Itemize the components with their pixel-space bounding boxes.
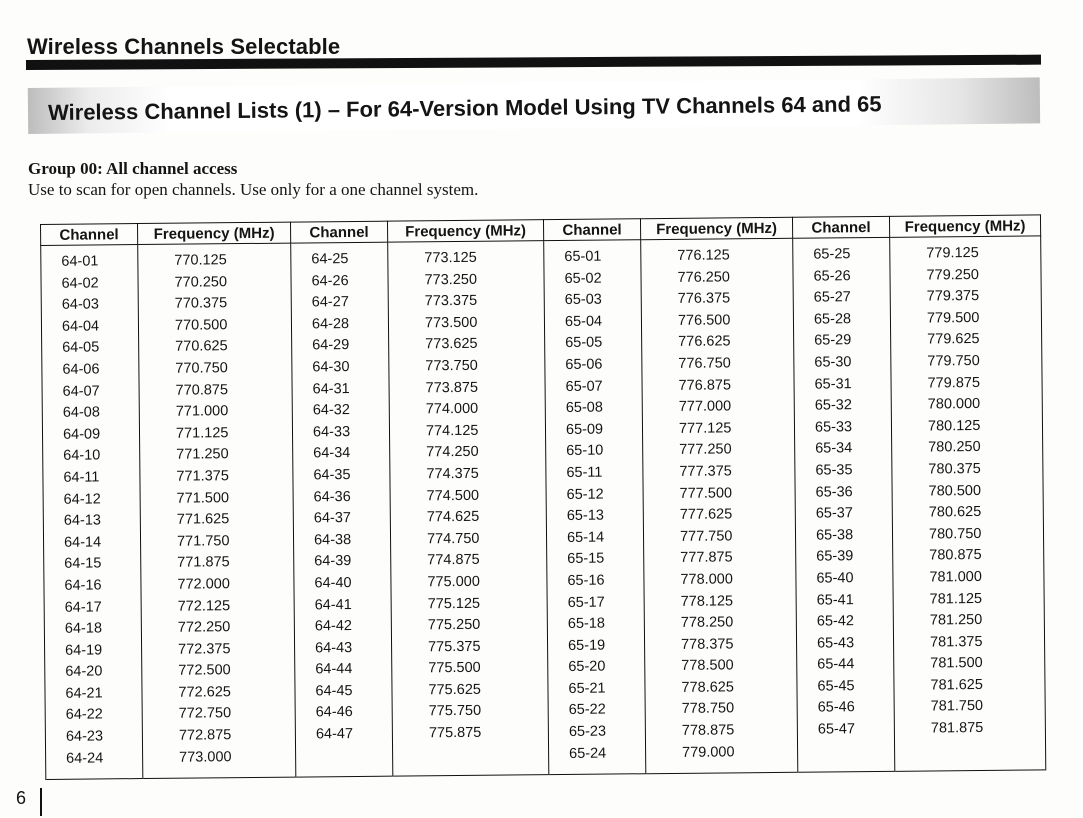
column-header-frequency: Frequency (MHz) — [640, 217, 792, 239]
channel-cell: 64-43 — [315, 639, 353, 657]
frequency-cell: 775.750 — [428, 703, 482, 720]
channel-column — [793, 237, 895, 772]
channel-cell: 64-35 — [313, 466, 351, 484]
frequency-cell: 770.625 — [175, 338, 228, 356]
frequency-cell: 775.000 — [427, 573, 480, 591]
frequency-cell: 781.375 — [929, 633, 983, 651]
frequency-cell: 770.250 — [174, 273, 228, 291]
channel-cell: 64-39 — [314, 553, 352, 570]
frequency-cell: 775.250 — [427, 616, 481, 634]
channel-cell: 64-29 — [312, 337, 350, 354]
frequency-cell: 772.125 — [177, 597, 231, 615]
frequency-cell: 774.875 — [427, 552, 480, 569]
frequency-cell: 779.000 — [682, 744, 735, 761]
channel-cell: 64-45 — [315, 682, 353, 700]
channel-cell: 65-17 — [567, 594, 605, 611]
frequency-cell: 770.375 — [174, 295, 228, 312]
channel-cell: 64-26 — [311, 272, 349, 289]
channel-cell: 64-37 — [313, 510, 352, 527]
channel-cell: 64-44 — [315, 661, 353, 678]
channel-cell: 64-46 — [315, 704, 353, 721]
frequency-cell: 780.625 — [928, 504, 982, 521]
channel-column — [544, 240, 646, 775]
column-header-channel: Channel — [543, 219, 640, 241]
channel-cell: 64-11 — [63, 469, 100, 486]
channel-cell: 65-34 — [815, 440, 853, 457]
frequency-cell: 777.875 — [680, 549, 733, 567]
frequency-cell: 774.250 — [426, 444, 479, 461]
channel-cell: 65-35 — [815, 462, 853, 479]
frequency-cell: 775.625 — [428, 681, 481, 699]
channel-cell: 64-08 — [62, 404, 100, 421]
channel-cell: 64-23 — [65, 728, 104, 745]
frequency-cell: 780.125 — [927, 417, 981, 435]
frequency-cell: 779.125 — [926, 244, 979, 262]
channel-cell: 65-28 — [813, 311, 852, 328]
frequency-cell: 774.625 — [426, 508, 480, 526]
frequency-cell: 781.000 — [929, 568, 982, 586]
frequency-cell: 773.250 — [424, 271, 478, 288]
frequency-cell: 778.625 — [681, 679, 734, 696]
frequency-cell: 778.000 — [680, 571, 733, 588]
channel-cell: 65-12 — [566, 486, 604, 503]
channel-cell: 65-11 — [566, 464, 603, 481]
channel-cell: 65-05 — [565, 334, 603, 352]
frequency-cell: 778.375 — [680, 636, 734, 653]
channel-cell: 65-04 — [564, 313, 603, 330]
channel-cell: 65-21 — [568, 680, 606, 697]
frequency-column — [890, 236, 1046, 771]
frequency-cell: 779.375 — [926, 288, 980, 305]
channel-cell: 65-33 — [814, 418, 853, 436]
channel-cell: 65-22 — [568, 702, 606, 719]
channel-cell: 64-03 — [61, 296, 99, 313]
frequency-cell: 780.000 — [927, 396, 981, 413]
group-description: Use to scan for open channels. Use only for a one channel system. — [28, 180, 479, 199]
frequency-cell: 772.000 — [177, 576, 230, 593]
frequency-cell: 778.250 — [680, 614, 734, 631]
channel-cell: 64-30 — [312, 359, 350, 376]
frequency-cell: 774.000 — [425, 400, 479, 418]
channel-cell: 65-30 — [814, 354, 852, 371]
channel-cell: 64-15 — [64, 555, 102, 573]
channel-cell: 64-14 — [63, 534, 102, 551]
frequency-cell: 773.750 — [425, 357, 478, 375]
channel-cell: 64-22 — [65, 706, 103, 724]
frequency-cell: 776.500 — [677, 312, 731, 329]
frequency-cell: 775.125 — [427, 595, 481, 612]
channel-cell: 64-31 — [312, 380, 350, 397]
channel-cell: 65-25 — [813, 246, 851, 263]
channel-cell: 65-23 — [568, 723, 607, 741]
channel-cell: 65-44 — [817, 656, 855, 673]
frequency-cell: 777.500 — [679, 484, 733, 502]
frequency-cell: 774.750 — [426, 530, 480, 548]
frequency-cell: 771.625 — [176, 511, 230, 528]
page-number: 6 — [16, 788, 27, 808]
frequency-cell: 777.750 — [679, 528, 733, 545]
channel-cell: 65-10 — [566, 442, 604, 460]
frequency-cell: 776.125 — [677, 247, 730, 264]
frequency-column — [388, 241, 549, 776]
frequency-cell: 779.625 — [927, 331, 980, 348]
channel-column — [291, 242, 393, 777]
channel-cell: 65-08 — [565, 399, 603, 417]
frequency-cell: 771.375 — [176, 468, 229, 485]
frequency-cell: 779.500 — [926, 309, 980, 327]
frequency-cell: 776.625 — [678, 333, 731, 351]
frequency-cell: 778.125 — [680, 592, 734, 610]
channel-cell: 64-17 — [64, 598, 102, 616]
frequency-cell: 776.250 — [677, 268, 731, 286]
column-header-frequency: Frequency (MHz) — [138, 222, 291, 244]
channel-cell: 64-27 — [311, 294, 349, 311]
frequency-cell: 778.875 — [681, 722, 735, 739]
table-body-row — [41, 236, 1046, 780]
frequency-cell: 770.500 — [174, 316, 228, 334]
page-header-title: Wireless Channels Selectable — [27, 34, 341, 59]
channel-cell: 65-01 — [564, 248, 602, 265]
frequency-cell: 772.375 — [178, 640, 231, 658]
channel-cell: 64-41 — [314, 596, 352, 613]
frequency-cell: 772.750 — [178, 705, 232, 723]
frequency-cell: 773.500 — [424, 314, 478, 332]
channel-cell: 64-01 — [61, 253, 99, 270]
channel-cell: 64-09 — [62, 426, 101, 443]
frequency-cell: 775.875 — [428, 724, 482, 742]
frequency-cell: 770.875 — [175, 381, 229, 399]
channel-cell: 64-07 — [62, 382, 100, 400]
channel-column — [41, 245, 143, 780]
column-header-channel: Channel — [290, 221, 387, 243]
channel-cell: 64-24 — [66, 750, 104, 767]
frequency-cell: 780.500 — [928, 482, 982, 500]
frequency-cell: 777.375 — [679, 463, 732, 480]
channel-cell: 65-27 — [813, 289, 851, 306]
channel-cell: 64-42 — [314, 618, 353, 635]
frequency-cell: 771.125 — [175, 424, 229, 442]
column-header-frequency: Frequency (MHz) — [387, 220, 543, 242]
channel-table-wrapper — [40, 214, 1045, 780]
frequency-cell: 779.750 — [927, 352, 980, 370]
channel-cell: 65-29 — [814, 332, 852, 349]
frequency-cell: 774.375 — [426, 465, 479, 483]
channel-cell: 64-32 — [312, 402, 350, 419]
channel-cell: 64-28 — [311, 315, 350, 333]
channel-cell: 64-18 — [64, 620, 103, 637]
frequency-cell: 780.750 — [928, 525, 982, 543]
channel-cell: 65-16 — [567, 572, 605, 589]
channel-cell: 64-10 — [63, 447, 101, 465]
frequency-cell: 775.500 — [428, 660, 481, 677]
frequency-cell: 776.875 — [678, 376, 732, 394]
channel-cell: 65-26 — [813, 267, 851, 285]
channel-cell: 64-21 — [65, 685, 103, 702]
frequency-cell: 770.125 — [174, 252, 227, 269]
frequency-cell: 778.750 — [681, 700, 735, 718]
channel-cell: 64-20 — [65, 663, 103, 681]
channel-cell: 65-32 — [814, 397, 852, 414]
column-header-channel: Channel — [792, 216, 889, 238]
channel-cell: 65-41 — [816, 591, 854, 609]
channel-cell: 64-38 — [313, 531, 352, 549]
frequency-cell: 772.500 — [178, 662, 231, 679]
channel-cell: 65-06 — [565, 356, 603, 373]
group-title: Group 00: All channel access — [28, 159, 238, 178]
channel-cell: 64-34 — [313, 445, 351, 462]
channel-cell: 64-13 — [63, 512, 102, 529]
channel-table — [40, 214, 1046, 780]
channel-cell: 65-38 — [815, 526, 854, 544]
frequency-cell: 773.875 — [425, 379, 479, 396]
channel-cell: 64-05 — [62, 339, 100, 357]
frequency-cell: 780.250 — [928, 439, 981, 456]
channel-cell: 65-24 — [569, 745, 607, 762]
frequency-cell: 776.750 — [678, 355, 731, 372]
channel-cell: 65-43 — [816, 634, 855, 652]
channel-cell: 65-07 — [565, 378, 603, 395]
channel-cell: 65-14 — [566, 529, 605, 546]
channel-cell: 65-02 — [564, 270, 602, 287]
frequency-cell: 780.375 — [928, 460, 981, 478]
column-header-frequency: Frequency (MHz) — [889, 215, 1040, 237]
frequency-cell: 773.375 — [424, 292, 478, 310]
channel-cell: 65-40 — [816, 570, 854, 587]
channel-cell: 65-47 — [817, 721, 856, 738]
frequency-cell: 781.625 — [930, 676, 983, 694]
frequency-cell: 778.500 — [681, 657, 734, 675]
group-description-block — [28, 158, 548, 200]
frequency-cell: 781.250 — [929, 612, 983, 629]
section-title: Wireless Channel Lists (1) – For 64-Version Model Using TV Channels 64 and 65 — [47, 91, 882, 125]
channel-cell: 64-40 — [314, 574, 352, 592]
channel-cell: 65-13 — [566, 507, 604, 525]
frequency-cell: 772.625 — [178, 684, 232, 701]
frequency-cell: 779.250 — [926, 266, 980, 284]
channel-cell: 65-03 — [564, 291, 602, 309]
frequency-cell: 771.875 — [177, 554, 230, 572]
frequency-cell: 780.875 — [929, 547, 982, 564]
frequency-cell: 777.000 — [678, 398, 732, 416]
frequency-cell: 779.875 — [927, 374, 981, 392]
frequency-cell: 776.375 — [677, 290, 731, 308]
frequency-cell: 771.750 — [176, 532, 230, 550]
channel-cell: 64-06 — [62, 361, 100, 378]
channel-cell: 65-39 — [816, 548, 854, 565]
channel-cell: 65-19 — [567, 637, 606, 654]
column-header-channel: Channel — [41, 224, 138, 246]
channel-cell: 64-04 — [61, 318, 100, 335]
frequency-cell: 781.750 — [930, 698, 984, 715]
channel-cell: 64-19 — [65, 642, 103, 659]
frequency-cell: 775.375 — [428, 638, 481, 655]
channel-cell: 64-36 — [313, 488, 351, 505]
channel-cell: 64-02 — [61, 275, 99, 292]
frequency-cell: 781.500 — [930, 655, 983, 672]
frequency-cell: 772.875 — [178, 727, 232, 744]
channel-cell: 65-46 — [817, 699, 855, 717]
frequency-cell: 771.500 — [176, 489, 230, 507]
channel-cell: 65-37 — [815, 505, 853, 522]
channel-cell: 64-33 — [312, 423, 351, 441]
frequency-column — [138, 243, 296, 778]
frequency-cell: 781.125 — [929, 590, 983, 607]
channel-cell: 65-18 — [567, 615, 606, 633]
frequency-cell: 777.125 — [678, 420, 732, 437]
channel-cell: 65-45 — [817, 678, 855, 695]
frequency-cell: 772.250 — [177, 619, 231, 636]
channel-cell: 64-47 — [315, 726, 354, 743]
frequency-cell: 774.500 — [426, 487, 480, 504]
frequency-column — [641, 238, 798, 773]
frequency-cell: 773.125 — [424, 249, 477, 267]
channel-cell: 65-15 — [567, 550, 605, 568]
frequency-cell: 777.250 — [679, 441, 732, 459]
page-number-rule — [40, 788, 42, 816]
frequency-cell: 771.250 — [176, 446, 229, 464]
channel-cell: 65-09 — [565, 421, 604, 438]
frequency-cell: 773.000 — [179, 748, 232, 766]
frequency-cell: 781.875 — [930, 720, 984, 737]
frequency-cell: 770.750 — [175, 360, 228, 377]
channel-cell: 65-31 — [814, 375, 852, 393]
channel-cell: 65-36 — [815, 483, 853, 501]
channel-cell: 65-42 — [816, 613, 855, 630]
frequency-cell: 773.625 — [425, 336, 478, 353]
frequency-cell: 777.625 — [679, 506, 733, 523]
channel-cell: 64-16 — [64, 577, 102, 594]
frequency-cell: 774.125 — [425, 422, 479, 440]
channel-cell: 64-25 — [311, 251, 349, 268]
channel-cell: 64-12 — [63, 490, 101, 508]
channel-cell: 65-20 — [568, 658, 606, 676]
frequency-cell: 771.000 — [175, 403, 229, 420]
